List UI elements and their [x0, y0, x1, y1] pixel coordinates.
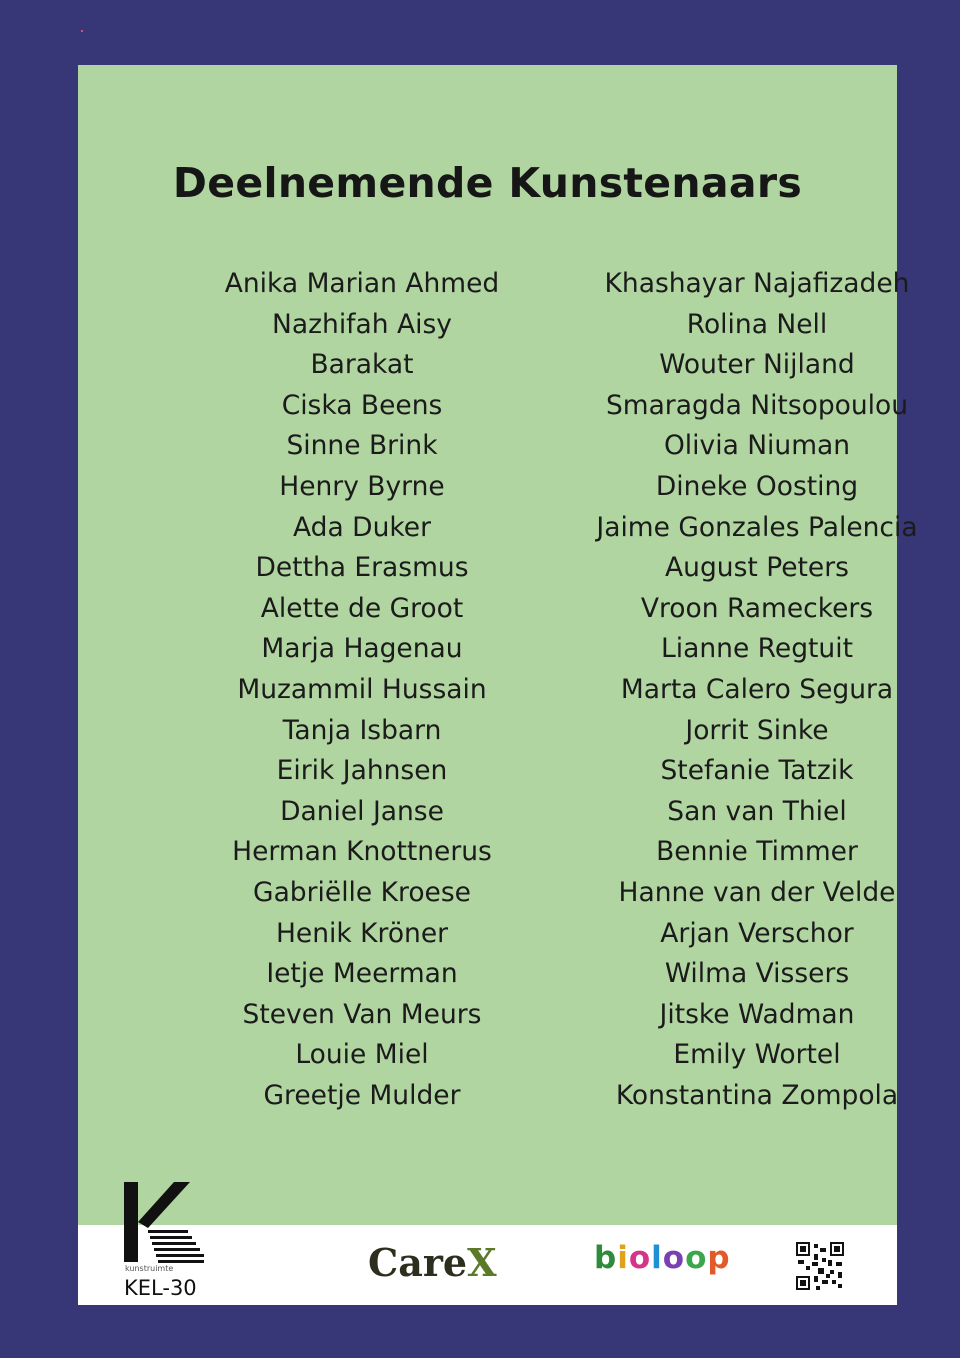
- right-artist-name: San van Thiel: [667, 795, 847, 827]
- left-artist-name: Muzammil Hussain: [237, 673, 487, 705]
- right-artist-name: Rolina Nell: [686, 308, 828, 340]
- right-artist-name: Konstantina Zompola: [615, 1079, 899, 1111]
- bioloop-letter: i: [617, 1240, 629, 1276]
- right-artist-name: Stefanie Tatzik: [660, 755, 854, 787]
- right-artist-name: Jaime Gonzales Palencia: [596, 511, 918, 543]
- left-artist-name: Ietje Meerman: [266, 958, 458, 990]
- right-artist-name: Wilma Vissers: [664, 958, 850, 990]
- kel30-name: KEL-30: [124, 1276, 197, 1300]
- right-artist-name: Bennie Timmer: [656, 836, 858, 868]
- kel30-subtitle: kunstruimte: [125, 1264, 174, 1273]
- left-artist-name: Henry Byrne: [279, 470, 445, 502]
- carex-logo-x: X: [467, 1240, 497, 1285]
- right-artist-name: Wouter Nijland: [659, 349, 855, 381]
- right-artist-name: Olivia Niuman: [663, 430, 851, 462]
- left-artist-name: Tanja Isbarn: [282, 714, 442, 746]
- left-artist-name: Gabriëlle Kroese: [253, 876, 471, 908]
- left-artist-name: Ciska Beens: [281, 389, 443, 421]
- artists-card: [78, 65, 918, 1305]
- page-title: Deelnemende Kunstenaars: [172, 159, 803, 207]
- left-artist-name: Steven Van Meurs: [242, 998, 482, 1030]
- left-artist-name: Ada Duker: [293, 511, 431, 543]
- left-artist-name: Louie Miel: [295, 1039, 429, 1071]
- artists-list-left: [142, 264, 582, 1116]
- left-artist-name: Henik Kröner: [275, 917, 449, 949]
- bioloop-letter: o: [662, 1240, 686, 1276]
- right-artist-name: Khashayar Najafizadeh: [604, 268, 910, 299]
- decorative-dot: [81, 30, 83, 32]
- right-artist-name: August Peters: [665, 552, 849, 584]
- right-artist-name: Hanne van der Velde: [618, 876, 896, 908]
- bioloop-letter: o: [628, 1240, 652, 1276]
- left-artist-name: Eirik Jahnsen: [276, 755, 448, 787]
- left-artist-name: Daniel Janse: [280, 795, 444, 827]
- left-artist-name: Greetje Mulder: [263, 1079, 461, 1111]
- left-artist-name: Dettha Erasmus: [255, 552, 469, 584]
- left-artist-name: Marja Hagenau: [261, 633, 463, 665]
- right-artist-name: Marta Calero Segura: [620, 673, 894, 705]
- right-artist-name: Emily Wortel: [673, 1039, 841, 1071]
- right-artist-name: Smaragda Nitsopoulou: [605, 389, 909, 421]
- carex-logo: [368, 1240, 497, 1285]
- artists-list-right: [537, 264, 960, 1116]
- left-artist-name: Barakat: [310, 349, 414, 381]
- left-artist-name: Sinne Brink: [286, 430, 438, 462]
- right-artist-name: Jorrit Sinke: [685, 714, 829, 746]
- bioloop-letter: p: [707, 1240, 731, 1276]
- right-artist-name: Dineke Oosting: [655, 470, 859, 502]
- right-artist-name: Jitske Wadman: [659, 998, 855, 1030]
- right-artist-name: Lianne Regtuit: [661, 633, 853, 665]
- left-artist-name: Herman Knottnerus: [232, 836, 492, 868]
- qr-code-icon: [796, 1242, 844, 1290]
- bioloop-letter: l: [651, 1240, 663, 1276]
- bioloop-letter: b: [594, 1240, 618, 1276]
- left-artist-name: Nazhifah Aisy: [272, 308, 452, 340]
- left-artist-name: Anika Marian Ahmed: [224, 268, 500, 299]
- bioloop-logo: [594, 1240, 731, 1276]
- bioloop-letter: o: [685, 1240, 708, 1276]
- right-artist-name: Vroon Rameckers: [640, 592, 874, 624]
- left-artist-name: Alette de Groot: [260, 592, 464, 624]
- right-artist-name: Arjan Verschor: [660, 917, 854, 949]
- carex-logo-text: Care: [368, 1240, 468, 1285]
